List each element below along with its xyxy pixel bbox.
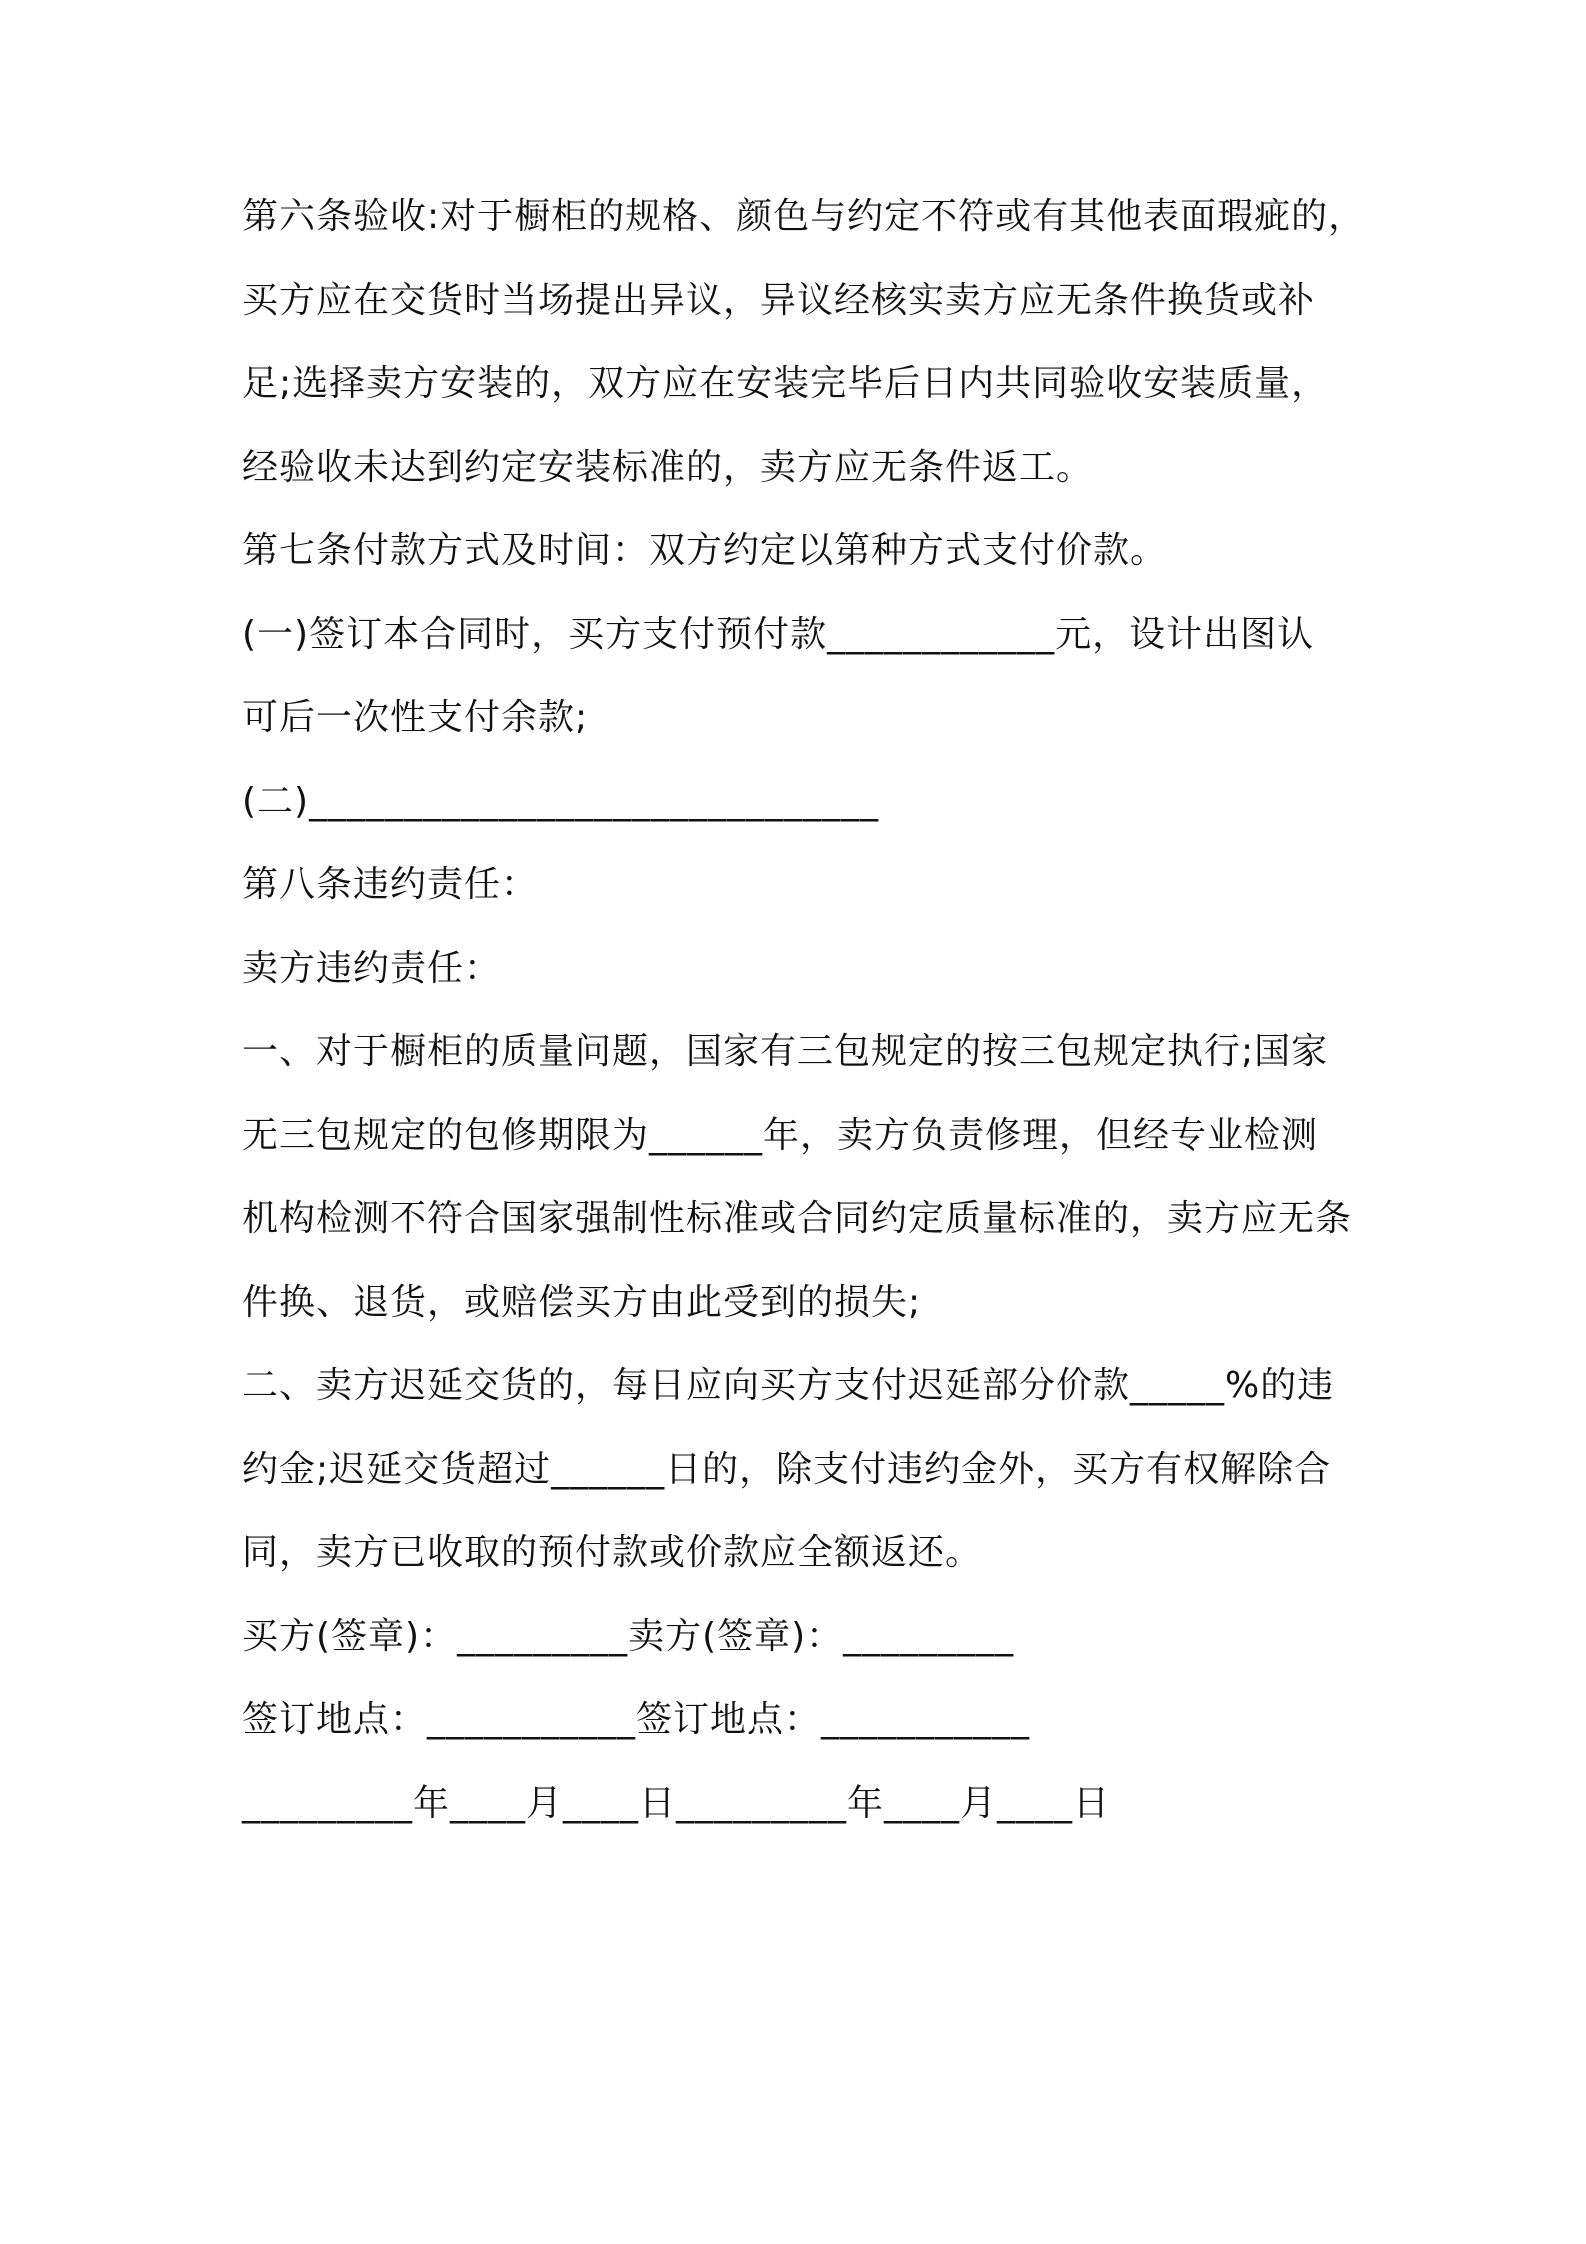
article-6-line-2: 买方应在交货时当场提出异议，异议经核实卖方应无条件换货或补 [242, 279, 1316, 321]
payment-item-2: (二)______________________________ [242, 780, 880, 822]
article-7-heading: 第七条付款方式及时间：双方约定以第种方式支付价款。 [242, 530, 1168, 571]
liability-item-2-line-1: 二、卖方迟延交货的，每日应向买方支付迟延部分价款_____%的违 [242, 1365, 1335, 1406]
seller-liability-heading: 卖方违约责任： [242, 947, 502, 989]
signing-place-line: 签订地点：___________签订地点：___________ [242, 1699, 1031, 1740]
signing-date-line: _________年____月____日_________年____月____日 [242, 1782, 1110, 1824]
contract-page [242, 196, 1372, 1866]
liability-item-1-line-1: 一、对于橱柜的质量问题，国家有三包规定的按三包规定执行;国家 [242, 1031, 1329, 1072]
payment-item-1-line-1: (一)签订本合同时，买方支付预付款____________元，设计出图认 [242, 613, 1315, 655]
article-8-heading: 第八条违约责任： [242, 864, 539, 905]
payment-item-1-line-2: 可后一次性支付余款; [242, 697, 589, 738]
article-6-line-4: 经验收未达到约定安装标准的，卖方应无条件返工。 [242, 446, 1094, 488]
liability-item-1-line-3: 机构检测不符合国家强制性标准或合同约定质量标准的，卖方应无条 [242, 1198, 1353, 1239]
article-6-line-1: 第六条验收:对于橱柜的规格、颜色与约定不符或有其他表面瑕疵的， [242, 196, 1366, 237]
liability-item-2-line-2: 约金;迟延交货超过______日的，除支付违约金外，买方有权解除合 [242, 1448, 1332, 1490]
article-6-line-3: 足;选择卖方安装的，双方应在安装完毕后日内共同验收安装质量， [242, 363, 1329, 404]
liability-item-1-line-4: 件换、退货，或赔偿买方由此受到的损失; [242, 1281, 922, 1323]
liability-item-2-line-3: 同，卖方已收取的预付款或价款应全额返还。 [242, 1532, 983, 1573]
liability-item-1-line-2: 无三包规定的包修期限为______年，卖方负责修理，但经专业检测 [242, 1114, 1319, 1156]
signature-line: 买方(签章)：_________卖方(签章)：_________ [242, 1615, 1015, 1657]
